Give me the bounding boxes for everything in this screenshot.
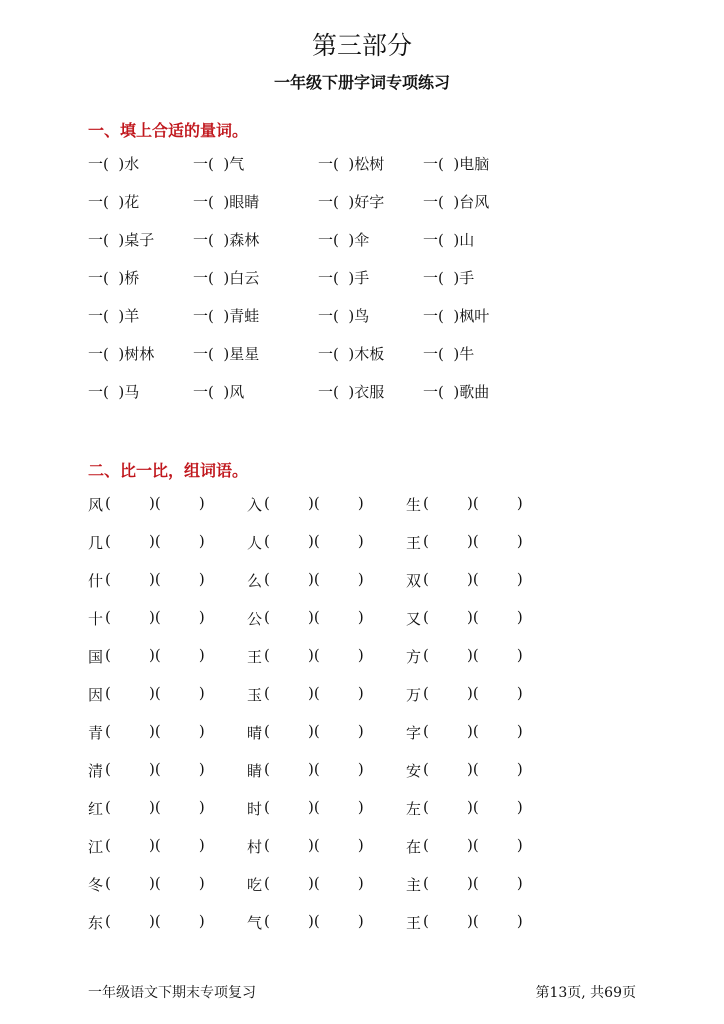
- compare-character: 王: [406, 914, 422, 932]
- compare-character: 王: [247, 648, 263, 666]
- measure-word-item: 一( )枫叶: [423, 307, 490, 325]
- answer-blanks[interactable]: ( )( ): [264, 532, 364, 550]
- answer-blanks[interactable]: ( )( ): [105, 646, 205, 664]
- answer-blanks[interactable]: ( )( ): [264, 570, 364, 588]
- compare-character: 晴: [247, 724, 263, 742]
- answer-blanks[interactable]: ( )( ): [423, 912, 523, 930]
- compare-character: 双: [406, 572, 422, 590]
- compare-character: 十: [88, 610, 104, 628]
- answer-blanks[interactable]: ( )( ): [423, 494, 523, 512]
- measure-word-item: 一( )桥: [88, 269, 140, 287]
- answer-blanks[interactable]: ( )( ): [264, 798, 364, 816]
- compare-character: 左: [406, 800, 422, 818]
- compare-character: 万: [406, 686, 422, 704]
- compare-character: 公: [247, 610, 263, 628]
- answer-blanks[interactable]: ( )( ): [264, 646, 364, 664]
- measure-word-item: 一( )星星: [193, 345, 260, 363]
- answer-blanks[interactable]: ( )( ): [264, 912, 364, 930]
- measure-word-item: 一( )羊: [88, 307, 140, 325]
- compare-character: 安: [406, 762, 422, 780]
- answer-blanks[interactable]: ( )( ): [423, 836, 523, 854]
- measure-word-item: 一( )手: [423, 269, 475, 287]
- answer-blanks[interactable]: ( )( ): [105, 760, 205, 778]
- answer-blanks[interactable]: ( )( ): [264, 836, 364, 854]
- measure-word-item: 一( )好字: [318, 193, 385, 211]
- measure-word-item: 一( )气: [193, 155, 245, 173]
- answer-blanks[interactable]: ( )( ): [423, 646, 523, 664]
- section1-heading: 一、填上合适的量词。: [88, 121, 249, 140]
- footer-course: 一年级语文下期末专项复习: [88, 985, 256, 1001]
- compare-character: 风: [88, 496, 104, 514]
- measure-word-item: 一( )青蛙: [193, 307, 260, 325]
- answer-blanks[interactable]: ( )( ): [105, 912, 205, 930]
- measure-word-item: 一( )花: [88, 193, 140, 211]
- footer-page-number: 第13页, 共69页: [535, 985, 636, 1001]
- compare-character: 入: [247, 496, 263, 514]
- measure-word-item: 一( )森林: [193, 231, 260, 249]
- answer-blanks[interactable]: ( )( ): [105, 722, 205, 740]
- compare-character: 村: [247, 838, 263, 856]
- compare-character: 江: [88, 838, 104, 856]
- answer-blanks[interactable]: ( )( ): [423, 684, 523, 702]
- compare-character: 东: [88, 914, 104, 932]
- answer-blanks[interactable]: ( )( ): [105, 798, 205, 816]
- compare-character: 玉: [247, 686, 263, 704]
- answer-blanks[interactable]: ( )( ): [423, 874, 523, 892]
- answer-blanks[interactable]: ( )( ): [423, 570, 523, 588]
- compare-character: 气: [247, 914, 263, 932]
- measure-word-item: 一( )风: [193, 383, 245, 401]
- compare-character: 人: [247, 534, 263, 552]
- answer-blanks[interactable]: ( )( ): [105, 532, 205, 550]
- answer-blanks[interactable]: ( )( ): [423, 760, 523, 778]
- answer-blanks[interactable]: ( )( ): [105, 684, 205, 702]
- section2-heading: 二、比一比，组词语。: [88, 461, 249, 480]
- compare-character: 又: [406, 610, 422, 628]
- answer-blanks[interactable]: ( )( ): [105, 494, 205, 512]
- compare-character: 清: [88, 762, 104, 780]
- answer-blanks[interactable]: ( )( ): [105, 874, 205, 892]
- measure-word-item: 一( )水: [88, 155, 140, 173]
- measure-word-item: 一( )衣服: [318, 383, 385, 401]
- compare-character: 国: [88, 648, 104, 666]
- compare-character: 吃: [247, 876, 263, 894]
- measure-word-item: 一( )马: [88, 383, 140, 401]
- measure-word-item: 一( )台风: [423, 193, 490, 211]
- page-title: 第三部分: [311, 31, 412, 60]
- answer-blanks[interactable]: ( )( ): [264, 760, 364, 778]
- answer-blanks[interactable]: ( )( ): [423, 722, 523, 740]
- answer-blanks[interactable]: ( )( ): [105, 608, 205, 626]
- compare-character: 什: [88, 572, 104, 590]
- compare-character: 几: [88, 534, 104, 552]
- compare-character: 青: [88, 724, 104, 742]
- measure-word-item: 一( )电脑: [423, 155, 490, 173]
- answer-blanks[interactable]: ( )( ): [264, 722, 364, 740]
- compare-character: 因: [88, 686, 104, 704]
- compare-character: 字: [406, 724, 422, 742]
- measure-word-item: 一( )松树: [318, 155, 385, 173]
- measure-word-item: 一( )牛: [423, 345, 475, 363]
- answer-blanks[interactable]: ( )( ): [264, 874, 364, 892]
- compare-character: 王: [406, 534, 422, 552]
- measure-word-item: 一( )木板: [318, 345, 385, 363]
- compare-character: 红: [88, 800, 104, 818]
- answer-blanks[interactable]: ( )( ): [105, 570, 205, 588]
- compare-character: 生: [406, 496, 422, 514]
- measure-word-item: 一( )桌子: [88, 231, 155, 249]
- worksheet-subtitle: 一年级下册字词专项练习: [273, 73, 450, 92]
- answer-blanks[interactable]: ( )( ): [264, 608, 364, 626]
- measure-word-item: 一( )山: [423, 231, 475, 249]
- compare-character: 睛: [247, 762, 263, 780]
- measure-word-item: 一( )白云: [193, 269, 260, 287]
- answer-blanks[interactable]: ( )( ): [423, 608, 523, 626]
- measure-word-item: 一( )伞: [318, 231, 370, 249]
- compare-character: 主: [406, 876, 422, 894]
- measure-word-item: 一( )歌曲: [423, 383, 490, 401]
- compare-character: 时: [247, 800, 263, 818]
- answer-blanks[interactable]: ( )( ): [423, 798, 523, 816]
- measure-word-item: 一( )树林: [88, 345, 155, 363]
- answer-blanks[interactable]: ( )( ): [423, 532, 523, 550]
- answer-blanks[interactable]: ( )( ): [264, 494, 364, 512]
- compare-character: 冬: [88, 876, 104, 894]
- measure-word-item: 一( )手: [318, 269, 370, 287]
- compare-character: 么: [247, 572, 263, 590]
- measure-word-item: 一( )眼睛: [193, 193, 260, 211]
- measure-word-item: 一( )鸟: [318, 307, 370, 325]
- answer-blanks[interactable]: ( )( ): [105, 836, 205, 854]
- answer-blanks[interactable]: ( )( ): [264, 684, 364, 702]
- compare-character: 在: [406, 838, 422, 856]
- compare-character: 方: [406, 648, 422, 666]
